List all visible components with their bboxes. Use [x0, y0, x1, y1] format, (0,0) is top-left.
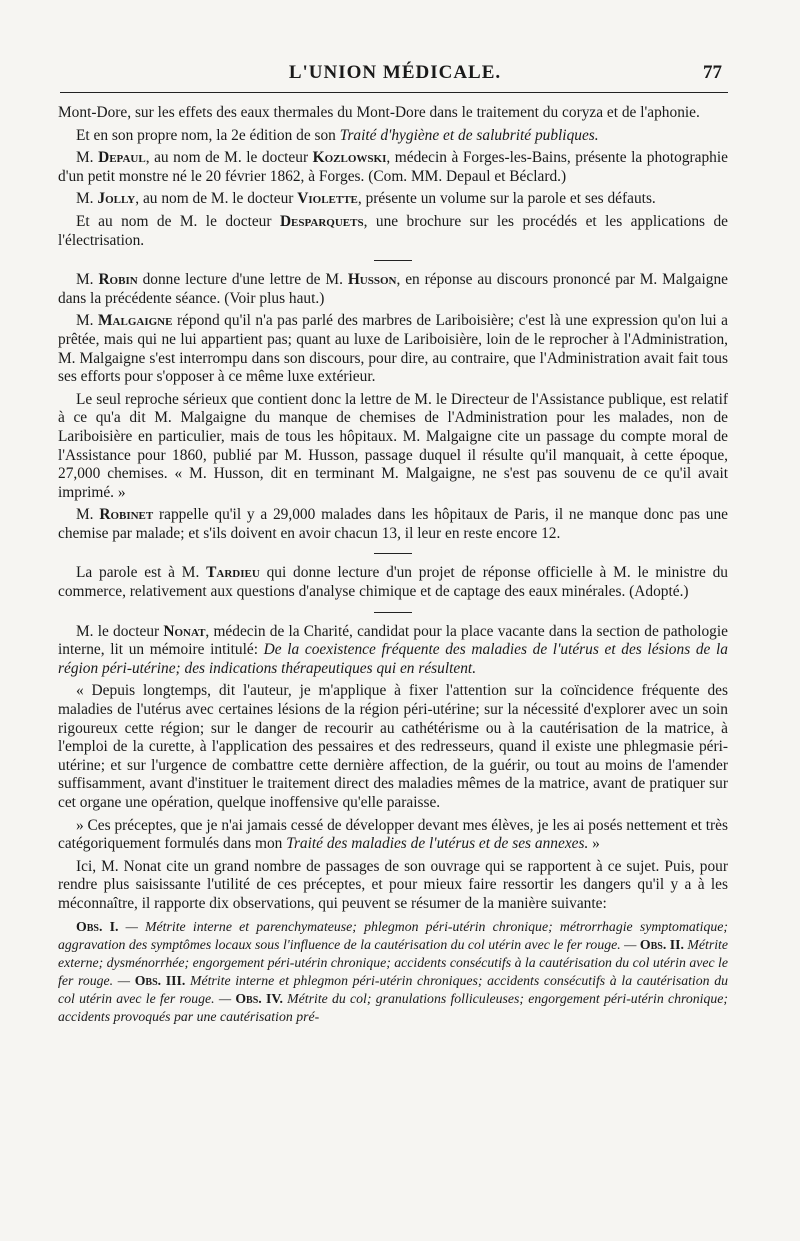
speaker-name: Robin [98, 271, 138, 289]
observation-text: Métrite du col; granulations folliculeuses; engorgement péri-utérin chronique; accidents provoqués par une cautérisation pré- [58, 990, 728, 1024]
observation-text: Métrite externe; dysménorrhée; engorgement péri-utérin chronique; accidents consécutifs à la cautérisation du col utérin avec le fer rouge. — [58, 936, 728, 988]
paragraph-text: Et au nom de M. le docteur [76, 212, 280, 230]
paragraph [58, 127, 728, 146]
speaker-name: Nonat [163, 622, 206, 640]
paragraph-text: donne lecture d'une lettre de M. [137, 271, 348, 289]
paragraph [58, 312, 728, 386]
paragraph [58, 391, 728, 503]
section-separator [374, 553, 412, 554]
paragraph-text: répond qu'il n'a pas parlé des marbres de Lariboisière; c'est là une expression qu'on lui a prêtée, mais qui ne lui appartient pas; quant au luxe de Lariboisière, loin de le reprocher à l'Administration, M. Malgaigne s'est interrompu dans son discours, pour dire, au contraire, que l'Administration avait fait tous ses efforts pour s'opposer à ce même luxe extérieur. [58, 312, 728, 386]
memoir-title: De la coexistence fréquente des maladies de l'utérus et des lésions de la région péri-utérine; des indications thérapeutiques qui en résultent. [58, 641, 728, 677]
paragraph [58, 271, 728, 308]
paragraph-text: qui donne lecture d'un projet de réponse officielle à M. le ministre du commerce, relativement aux questions d'analyse chimique et de captage des eaux minérales. (Adopté.) [58, 564, 728, 601]
page-header [60, 62, 730, 88]
paragraph [58, 817, 728, 854]
paragraph-text: , au nom de M. le docteur [135, 190, 298, 208]
observation-label: Obs. I. [76, 918, 119, 934]
person-name: Husson [347, 271, 397, 289]
paragraph-text: , médecin à Forges-les-Bains, présente la photographie d'un petit monstre né le 20 février 1862, à Forges. (Com. MM. Depaul et Béclard.) [58, 149, 728, 185]
paragraph-text: La parole est à M. [76, 564, 207, 582]
paragraph-text: » [588, 835, 600, 853]
paragraph-text: « Depuis longtemps, dit l'auteur, je m'applique à fixer l'attention sur la coïncidence fréquente des maladies de l'utérus avec certaines lésions de la région péri-utérine; sur la nécessité d'explorer avec un soin rigoureux cette région; sur le danger de recourir au cathétérisme ou à la cautérisation de la matrice, à l'emploi de la curette, à l'application des pessaires et des redresseurs, quand il existe une phlegmasie péri-utérine; et sur l'urgence de combattre cette dernière affection, de la guérir, ou tout au moins de l'amender suffisamment, avant d'instituer le traitement direct des maladies mêmes de la matrice, avant de pratiquer sur cet organe une opération, quelque inoffensive qu'elle paraisse. [58, 682, 728, 811]
paragraph-text: , présente un volume sur la parole et ses défauts. [357, 190, 656, 208]
article-body [58, 104, 728, 1026]
page-number: 77 [703, 62, 722, 83]
observation-text: — Métrite interne et parenchymateuse; phlegmon péri-utérin chronique; métrorrhagie symptomatique; aggravation des symptômes locaux sous l'influence de la cautérisation du col utérin avec le fer rouge. — [58, 918, 728, 952]
paragraph-text: Et en son propre nom, la 2e édition de son [76, 126, 340, 144]
book-title: Traité des maladies de l'utérus et de ses annexes. [286, 835, 589, 853]
paragraph-text: , au nom de M. le docteur [145, 149, 313, 167]
paragraph-text: Ici, M. Nonat cite un grand nombre de passages de son ouvrage qui se rapportent à ce sujet. Puis, pour rendre plus saisissante l'utilité de ces préceptes, et pour mieux faire ressortir les dangers qu'il y a à les méconnaître, il rapporte dix observations, qui peuvent se résumer de la manière suivante: [58, 857, 728, 912]
paragraph [58, 506, 728, 543]
speaker-name: Malgaigne [98, 312, 173, 330]
section-separator [374, 260, 412, 261]
observations-text [58, 918, 728, 1026]
paragraph [58, 623, 728, 679]
observation-text: Métrite interne et phlegmon péri-utérin chroniques; accidents consécutifs à la cautérisation du col utérin avec le fer rouge. — [58, 972, 729, 1006]
speaker-name: Depaul [98, 149, 146, 167]
observation-label: Obs. III. [134, 972, 186, 988]
paragraph-text: » Ces préceptes, que je n'ai jamais cessé de développer devant mes élèves, je les ai posés nettement et très catégoriquement formulés dans mon [58, 816, 728, 853]
observation-label: Obs. IV. [235, 990, 283, 1006]
paragraph-text: M. [76, 149, 99, 167]
paragraph-text: Le seul reproche sérieux que contient donc la lettre de M. le Directeur de l'Assistance publique, est relatif à ce qu'a dit M. Malgaigne du manque de chemises de l'Administration pour les malades, non de Lariboisière en particulier, mais de tous les hôpitaux. M. Malgaigne cite un passage du compte moral de l'Assistance pour 1860, publié par M. Husson, passage duquel il résulte qu'il manquait, à cette époque, 27,000 chemises. « M. Husson, dit en terminant M. Malgaigne, ne s'est pas souvenu de ce qu'il avait imprimé. » [58, 390, 728, 501]
paragraph-text: M. [76, 312, 99, 330]
person-name: Violette [297, 190, 358, 208]
paragraph-text: M. [76, 506, 100, 524]
person-name: Desparquets [279, 212, 364, 230]
paragraph-text: , médecin de la Charité, candidat pour la place vacante dans la section de pathologie interne, lit un mémoire intitulé: [58, 622, 728, 659]
person-name: Kozlowski [312, 149, 387, 167]
paragraph-text: rappelle qu'il y a 29,000 malades dans les hôpitaux de Paris, il ne manque donc pas une chemise par malade; et s'ils doivent en avoir chacun 13, il leur en reste encore 12. [58, 506, 728, 542]
paragraph [58, 682, 728, 812]
paragraph [58, 564, 728, 601]
observation-label: Obs. II. [639, 936, 684, 952]
paragraph-text: M. [76, 271, 99, 289]
paragraph [58, 858, 728, 914]
paragraph [58, 149, 728, 186]
paragraph-text: Mont-Dore, sur les effets des eaux thermales du Mont-Dore dans le traitement du coryza et de l'aphonie. [58, 104, 700, 121]
observations-list [58, 918, 728, 1026]
running-title: L'UNION MÉDICALE. [288, 62, 502, 83]
header-rule [60, 92, 728, 93]
paragraph [58, 104, 728, 123]
paragraph-text: M. [76, 190, 98, 208]
speaker-name: Jolly [97, 190, 136, 208]
paragraph-text: M. le docteur [76, 622, 164, 640]
paragraph [58, 190, 728, 209]
speaker-name: Tardieu [206, 564, 260, 582]
paragraph-text: , en réponse au discours prononcé par M. Malgaigne dans la précédente séance. (Voir plus haut.) [58, 271, 728, 307]
book-title: Traité d'hygiène et de salubrité publiques. [339, 126, 599, 144]
section-separator [374, 612, 412, 613]
paragraph [58, 213, 728, 250]
paragraph-text: , une brochure sur les procédés et les applications de l'électrisation. [58, 212, 728, 249]
speaker-name: Robinet [99, 506, 154, 524]
